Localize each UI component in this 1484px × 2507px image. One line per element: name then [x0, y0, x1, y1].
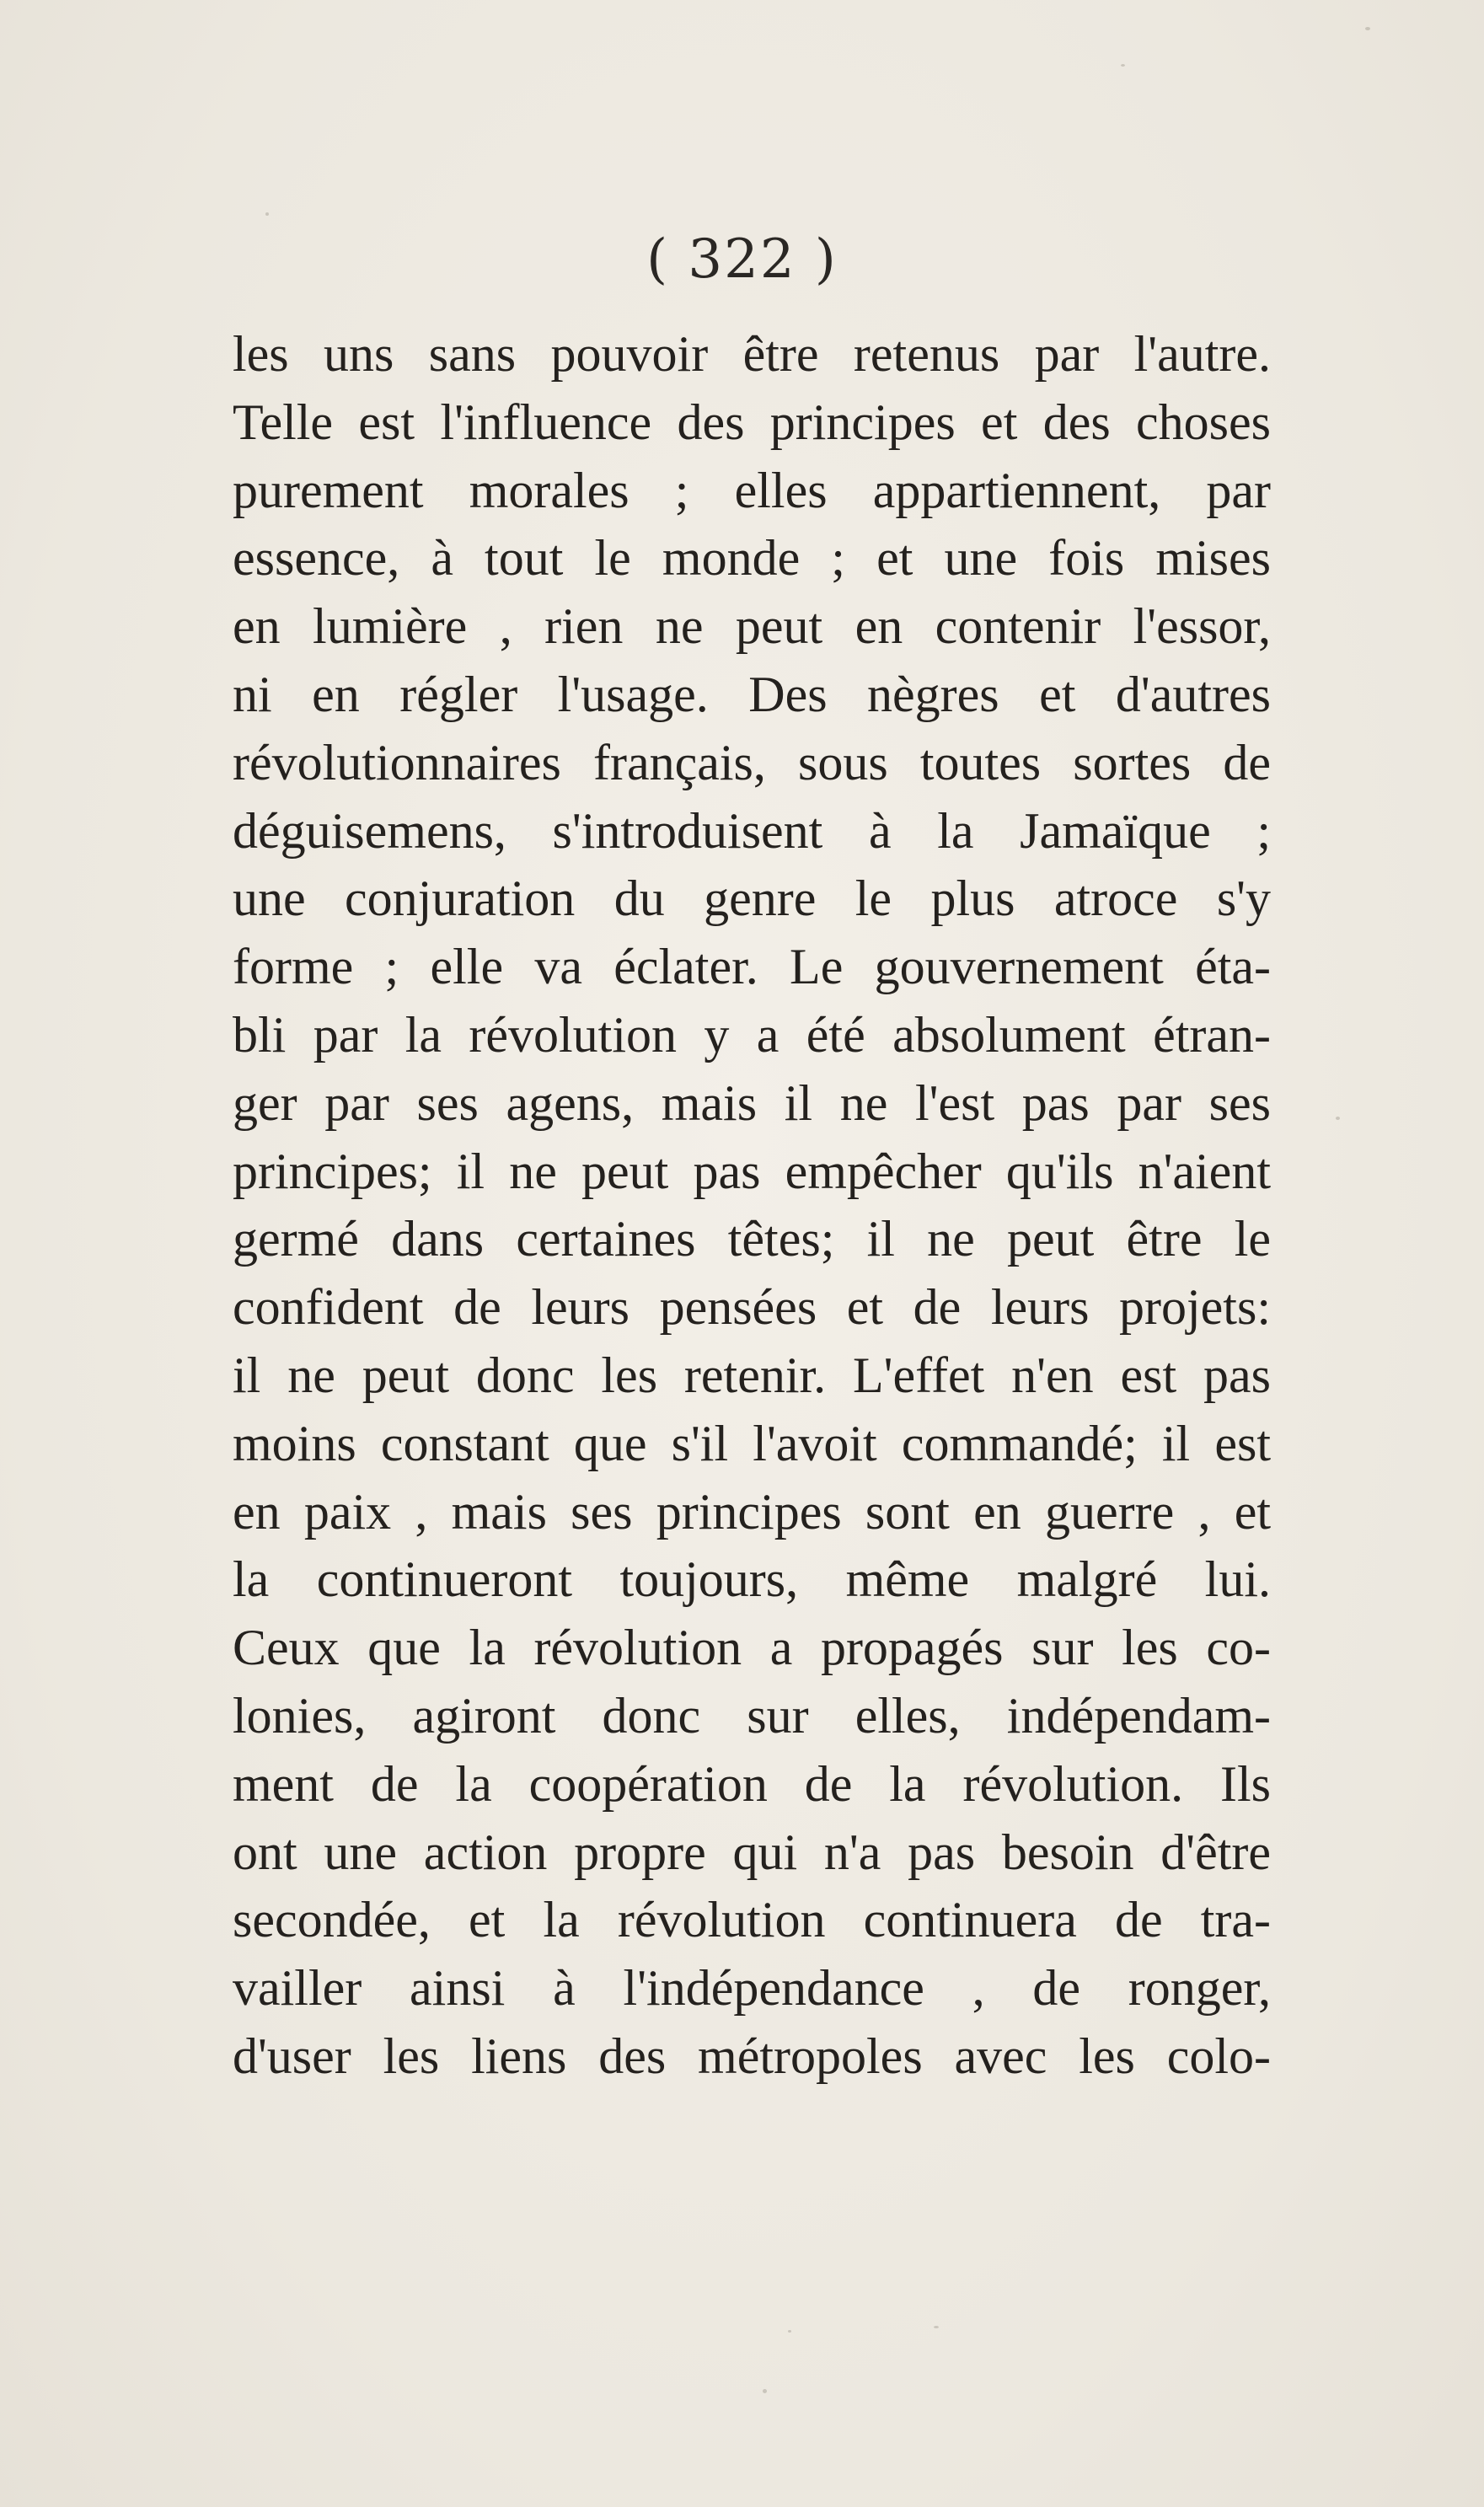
text-line: ger par ses agens, mais il ne l'est pas par ses — [233, 1074, 1271, 1131]
text-line: il ne peut donc les retenir. L'effet n'en est pas — [233, 1347, 1271, 1403]
paper-speck — [1336, 1117, 1340, 1120]
text-line: bli par la révolution y a été absolument étran- — [233, 1006, 1271, 1063]
text-line: ment de la coopération de la révolution. Ils — [233, 1755, 1271, 1812]
text-line: d'user les liens des métropoles avec les colo- — [233, 2028, 1271, 2084]
paper-speck — [788, 2330, 791, 2333]
text-line: secondée, et la révolution continuera de tra- — [233, 1892, 1271, 1948]
text-line: confident de leurs pensées et de leurs projets: — [233, 1279, 1271, 1336]
page-number: ( 322 ) — [646, 228, 838, 291]
text-line: essence, à tout le monde ; et une fois mises — [233, 530, 1271, 587]
text-line: germé dans certaines têtes; il ne peut être le — [233, 1211, 1271, 1267]
text-line: Telle est l'influence des principes et des choses — [233, 394, 1271, 450]
text-line: lonies, agiront donc sur elles, indépendam- — [233, 1687, 1271, 1744]
text-line: en paix , mais ses principes sont en guerre , et — [233, 1483, 1271, 1540]
text-line: la continueront toujours, même malgré lui. — [233, 1551, 1271, 1608]
text-line: purement morales ; elles appartiennent, par — [233, 462, 1271, 518]
body-text — [233, 320, 1271, 2091]
paper-speck — [934, 2326, 939, 2328]
text-line: ont une action propre qui n'a pas besoin d'être — [233, 1824, 1271, 1880]
paper-speck — [265, 212, 269, 216]
paper-speck — [1365, 27, 1370, 30]
text-line: ni en régler l'usage. Des nègres et d'autres — [233, 666, 1271, 722]
text-line: principes; il ne peut pas empêcher qu'ils n'aient — [233, 1143, 1271, 1199]
text-line: moins constant que s'il l'avoit commandé; il est — [233, 1415, 1271, 1471]
paper-speck — [763, 2389, 767, 2393]
text-line: Ceux que la révolution a propagés sur les co- — [233, 1620, 1271, 1676]
text-line: déguisemens, s'introduisent à la Jamaïque ; — [233, 802, 1271, 859]
text-line: révolutionnaires français, sous toutes sortes de — [233, 734, 1271, 790]
text-line: forme ; elle va éclater. Le gouvernement éta- — [233, 939, 1271, 995]
paper-speck — [1121, 64, 1125, 67]
text-line: les uns sans pouvoir être retenus par l'autre. — [233, 326, 1271, 382]
text-line: une conjuration du genre le plus atroce s'y — [233, 870, 1271, 927]
text-line: en lumière , rien ne peut en contenir l'essor, — [233, 598, 1271, 655]
text-line: vailler ainsi à l'indépendance , de ronger, — [233, 1960, 1271, 2017]
